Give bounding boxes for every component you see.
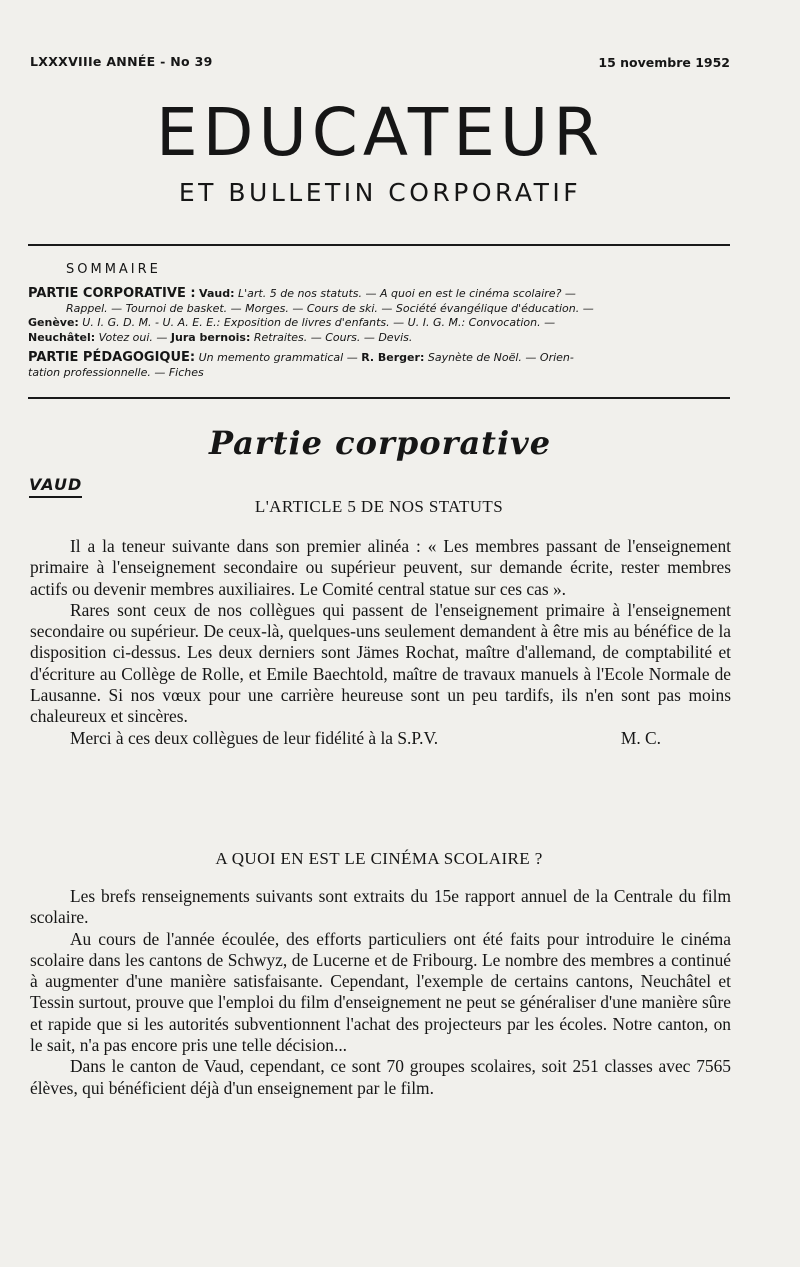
paragraph: Dans le canton de Vaud, cependant, ce sont 70 groupes scolaires, soit 251 classes avec 7565 élèves, qui bénéficient déjà d'un enseignement par le film. [30, 1056, 731, 1098]
toc-canton: Genève: [28, 316, 79, 329]
toc-line [28, 331, 732, 346]
top-divider [28, 244, 730, 246]
toc-text: Retraites. — Cours. — Devis. [250, 330, 413, 344]
article-title: A QUOI EN EST LE CINÉMA SCOLAIRE ? [215, 849, 543, 868]
toc-text: Votez oui. — [95, 330, 171, 344]
bottom-divider [28, 397, 730, 399]
toc-canton: Vaud: [199, 287, 235, 300]
toc-author: R. Berger: [361, 351, 425, 364]
toc-corporative [28, 287, 732, 345]
toc-part-label: PARTIE PÉDAGOGIQUE: [28, 350, 196, 365]
article-body [30, 536, 731, 749]
issue-date: 15 novembre 1952 [598, 55, 730, 70]
toc-text: L'art. 5 de nos statuts. — A quoi en est le cinéma scolaire? — [234, 287, 576, 300]
toc-text: Un memento grammatical — [195, 351, 362, 364]
article-body [30, 886, 731, 1099]
toc-text: Saynète de Noël. — Orien- [424, 351, 574, 364]
sommaire-label: SOMMAIRE [66, 262, 161, 277]
toc-text: Rappel. — Tournoi de basket. — Morges. — Cours de ski. — Société évangélique d'éducation. — [66, 301, 594, 315]
paragraph: Rares sont ceux de nos collègues qui passent de l'enseignement primaire à l'enseignement secondaire ou supérieur. De ceux-là, quelques-uns seulement demandent à être mis au bénéfice de la disposition ci-dessus. Les deux derniers sont Jämes Rochat, maître d'allemand, de comptabilité et d'écriture au Collège de Rolle, et Emile Baechtold, maître de travaux manuels à l'Ecole Normale de Lausanne. Si nos vœux pour une carrière heureuse sont un peu tardifs, ils n'en sont pas moins chaleureux et sincères. [30, 599, 731, 727]
article-title: L'ARTICLE 5 DE NOS STATUTS [254, 497, 504, 516]
section-heading: Partie corporative [208, 424, 552, 462]
closing-line [30, 728, 731, 749]
toc-text: tation professionnelle. — Fiches [28, 365, 204, 379]
canton-heading: VAUD [29, 475, 82, 498]
issue-volume: LXXXVIIIe ANNÉE - No 39 [30, 54, 213, 69]
paragraph: Les brefs renseignements suivants sont extraits du 15e rapport annuel de la Centrale du film scolaire. [30, 886, 731, 928]
toc-canton: Neuchâtel: [28, 330, 96, 344]
closing-text: Merci à ces deux collègues de leur fidélité à la S.P.V. [70, 727, 439, 748]
toc-line [28, 302, 732, 317]
paragraph: Il a la teneur suivante dans son premier alinéa : « Les membres passant de l'enseignement primaire à l'enseignement secondaire ou supérieur peuvent, sur demande écrite, rester membres actifs ou devenir membres auxiliaires. Le Comité central statue sur ces cas ». [30, 536, 731, 599]
toc-line [28, 316, 732, 331]
toc-pedagogique [28, 351, 732, 380]
toc-line [28, 287, 732, 302]
paragraph: Au cours de l'année écoulée, des efforts particuliers ont été faits pour introduire le cinéma scolaire dans les cantons de Schwyz, de Lucerne et de Fribourg. Le nombre des membres a continué à augmenter d'une manière satisfaisante. Cependant, l'exemple de certains cantons, Neuchâtel et Tessin surtout, prouve que l'emploi du film d'enseignement ne peut se généraliser d'une manière sûre et rapide que si les autorités subventionnent l'achat des projecteurs par les écoles. Notre canton, on le sait, n'a pas encore pris une telle décision... [30, 928, 731, 1056]
toc-canton: Jura bernois: [170, 330, 251, 344]
toc-line [28, 366, 732, 381]
journal-subtitle: ET BULLETIN CORPORATIF [178, 178, 582, 207]
toc-text: U. I. G. D. M. - U. A. E. E.: Exposition de livres d'enfants. — U. I. G. M.: Convocation. — [78, 316, 556, 329]
journal-title: EDUCATEUR [155, 94, 605, 171]
toc-part-label: PARTIE CORPORATIVE : [28, 286, 196, 301]
signature: M. C. [620, 727, 661, 748]
toc-line [28, 351, 732, 366]
